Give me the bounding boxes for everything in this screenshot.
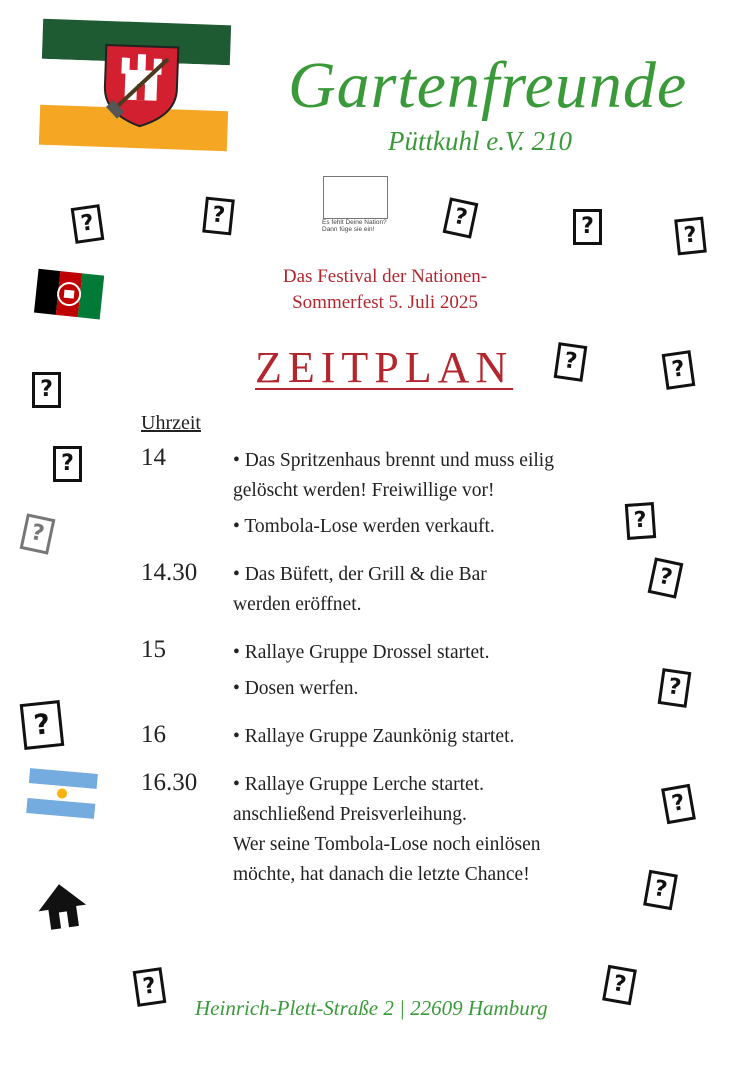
schedule-time: 15 (141, 636, 166, 663)
schedule-entry: • Das Spritzenhaus brennt und muss eilig gelöscht werden! Freiwillige vor! • Tombola-Lose werden verkauft. (233, 450, 554, 537)
club-subtitle: Püttkuhl e.V. 210 (388, 126, 572, 156)
festival-announcement: Das Festival der Nationen- Sommerfest 5. Juli 2025 (282, 266, 488, 313)
question-mark-icon: ? (674, 217, 707, 256)
schedule-entry: • Rallaye Gruppe Zaunkönig startet. (233, 726, 515, 747)
schedule-entry: • Das Büfett, der Grill & die Bar werden eröffnet. (233, 564, 487, 615)
question-mark-icon: ? (554, 342, 588, 382)
question-mark-icon: ? (573, 209, 602, 245)
question-mark-icon: ? (32, 372, 61, 408)
question-mark-icon: ? (71, 204, 105, 244)
schedule-time: 16 (141, 721, 166, 748)
argentina-flag-icon (24, 765, 100, 823)
flag-placeholder-caption: Es fehlt Deine Nation? Dann füge sie ein! (322, 219, 387, 233)
time-column-header: Uhrzeit (141, 412, 201, 434)
schedule-time: 14 (141, 444, 166, 471)
question-mark-icon: ? (20, 700, 65, 750)
question-mark-icon: ? (53, 446, 82, 482)
page-title: Gartenfreunde (288, 49, 688, 122)
question-mark-icon: ? (602, 965, 637, 1005)
afghanistan-flag-icon (32, 266, 104, 324)
question-mark-icon: ? (643, 870, 678, 910)
question-mark-icon: ? (661, 784, 696, 824)
question-mark-icon: ? (133, 967, 167, 1007)
schedule-entry: • Rallaye Gruppe Lerche startet. anschließend Preisverleihung. Wer seine Tombola-Lose noch einlösen möchte, hat danach die letzte Chance! (233, 774, 541, 885)
flag-placeholder-box (323, 176, 388, 219)
schedule-time: 16.30 (141, 769, 198, 796)
question-mark-icon: ? (662, 350, 696, 390)
schedule-entry: • Rallaye Gruppe Drossel startet. • Dosen werfen. (233, 642, 490, 699)
arrow-up-icon (36, 882, 88, 930)
address-footer: Heinrich-Plett-Straße 2 | 22609 Hamburg (195, 996, 548, 1020)
schedule-heading: ZEITPLAN (255, 343, 514, 392)
question-mark-icon: ? (648, 557, 684, 598)
question-mark-icon: ? (20, 513, 56, 554)
question-mark-icon: ? (443, 197, 479, 238)
question-mark-icon: ? (658, 668, 692, 708)
schedule-time: 14.30 (141, 559, 198, 586)
question-mark-icon: ? (202, 197, 235, 236)
hamburg-flag-icon (37, 18, 233, 152)
question-mark-icon: ? (625, 502, 656, 540)
